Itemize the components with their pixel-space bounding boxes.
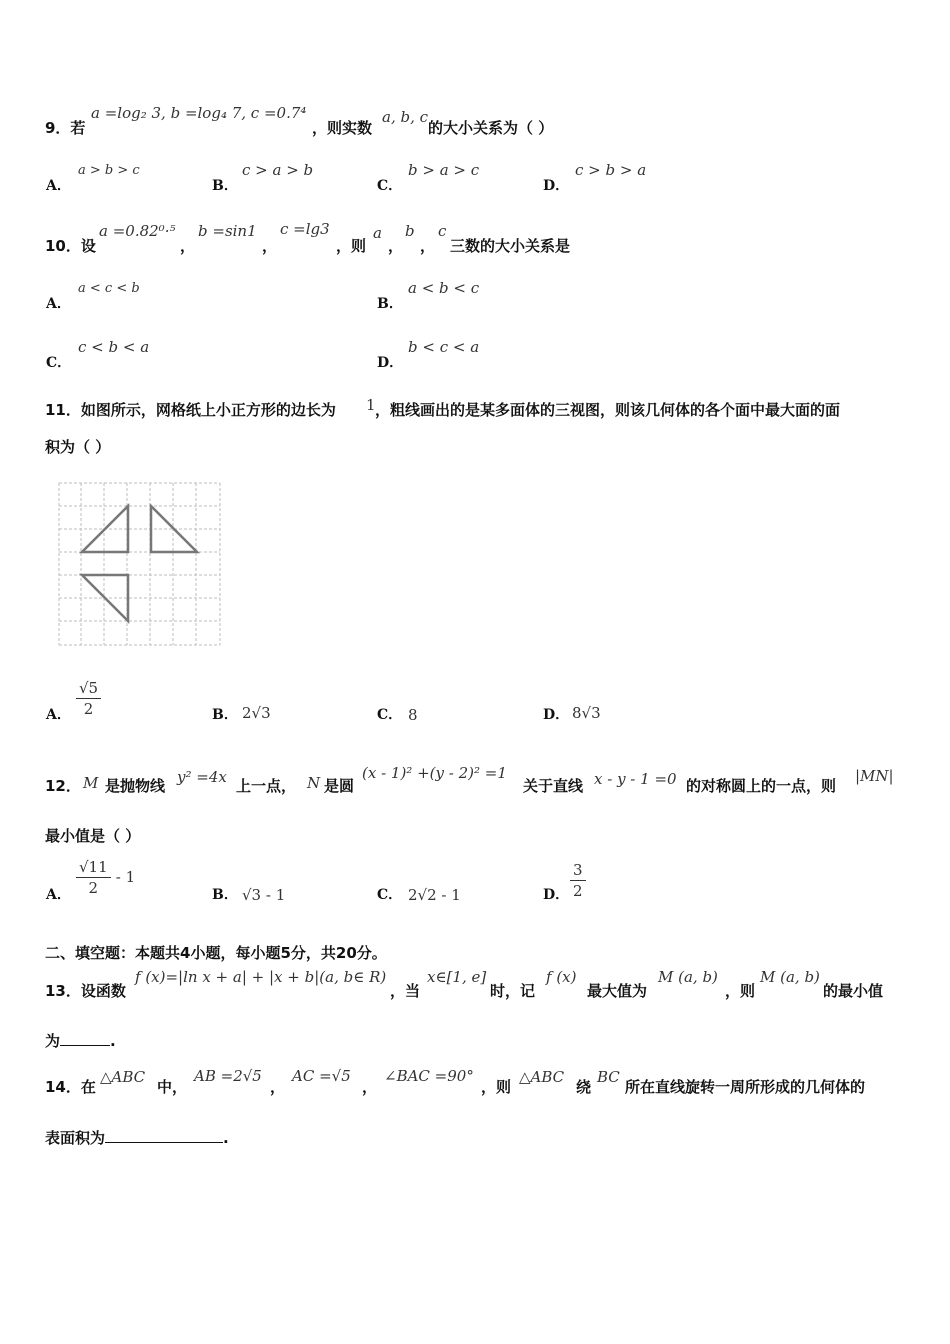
q11-option-d-label: D． <box>543 707 570 723</box>
q12-N: N <box>307 774 321 792</box>
q9-vars: a, b, c <box>382 108 429 126</box>
q14-p2: ，则 <box>481 1078 512 1096</box>
q9-option-a-label: A． <box>46 178 71 194</box>
q11-line1: 11．如图所示，网格纸上小正方形的边长为 <box>45 401 336 419</box>
q11-option-a: $\frac{√5}{2}$ <box>76 678 101 719</box>
q13-answer-blank[interactable] <box>60 1031 110 1046</box>
q10-option-d: b < c < a <box>408 338 480 356</box>
q10-option-c: c < b < a <box>78 338 150 356</box>
q10-b-def: b =sin1 <box>198 222 257 240</box>
q11-option-c-label: C． <box>377 707 403 723</box>
q14-bc: BC <box>597 1068 620 1086</box>
q12-option-d-label: D． <box>543 887 570 903</box>
q13-p4: ，则 <box>725 982 756 1000</box>
q14-ab: AB =2√5 <box>194 1067 262 1085</box>
q12-p3: 是圆 <box>324 777 355 795</box>
q12-number: 12． <box>45 777 81 795</box>
q12-M: M <box>83 774 99 792</box>
q12-abs-MN: |MN| <box>855 767 894 785</box>
q10-var-c: c <box>438 222 447 240</box>
q13-function: f (x)=|ln x + a| + |x + b|(a, b∈ R) <box>135 968 387 986</box>
q9-expression: a =log₂ 3, b =log₄ 7, c =0.7⁴ <box>91 104 307 122</box>
q14-ac: AC =√5 <box>292 1067 351 1085</box>
q9-mid-text: ，则实数 <box>312 119 373 137</box>
q12-option-a: $\frac{√11}{2}$ - 1 <box>76 857 135 898</box>
q10-var-b: b <box>405 222 415 240</box>
q12-option-c-label: C． <box>377 887 403 903</box>
q14-answer-blank[interactable] <box>105 1128 223 1143</box>
q11-line2: 积为（ ） <box>45 438 111 456</box>
q14-triangle2: △ABC <box>519 1068 565 1086</box>
q10-option-d-label: D． <box>377 355 404 371</box>
q13-p3: 最大值为 <box>587 982 648 1000</box>
q13-line2: 为 . <box>45 1032 116 1050</box>
q12-option-d: $\frac{3}{2}$ <box>570 860 586 901</box>
q10-var-a: a <box>373 224 382 242</box>
q9-number: 9．若 <box>45 119 86 137</box>
q11-option-b-label: B． <box>212 707 238 723</box>
q14-angle: ∠BAC =90° <box>384 1067 474 1085</box>
q9-option-c-label: C． <box>377 178 403 194</box>
q9-option-b-label: B． <box>212 178 238 194</box>
q13-p1: ，当 <box>390 982 421 1000</box>
q14-p1: 中， <box>157 1078 188 1096</box>
q10-option-c-label: C． <box>46 355 72 371</box>
q9-option-a: a > b > c <box>78 163 140 178</box>
q11-option-a-label: A． <box>46 707 71 723</box>
q14-triangle: △ABC <box>100 1068 146 1086</box>
q12-circle: (x - 1)² +(y - 2)² =1 <box>362 764 507 782</box>
q11-option-d: 8√3 <box>572 704 601 722</box>
q9-option-b: c > a > b <box>242 161 314 179</box>
q12-option-a-label: A． <box>46 887 71 903</box>
q13-Mab2: M (a, b) <box>760 968 820 986</box>
q12-option-b: √3 - 1 <box>242 886 286 904</box>
q11-one: 1 <box>366 396 376 414</box>
q13-domain: x∈[1, e] <box>427 968 487 986</box>
q10-number: 10．设 <box>45 237 96 255</box>
q12-p5: 的对称圆上的一点，则 <box>686 777 837 795</box>
q13-p5: 的最小值 <box>823 982 884 1000</box>
q12-line2: 最小值是（ ） <box>45 827 141 845</box>
q12-p2: 上一点， <box>236 777 297 795</box>
q14-line2: 表面积为 . <box>45 1129 229 1147</box>
q11-line1b: ，粗线画出的是某多面体的三视图，则该几何体的各个面中最大面的面 <box>375 401 841 419</box>
q10-option-a: a < c < b <box>78 281 140 296</box>
q10-option-b: a < b < c <box>408 279 480 297</box>
q13-Mab: M (a, b) <box>658 968 718 986</box>
q14-p4: 所在直线旋转一周所形成的几何体的 <box>625 1078 866 1096</box>
q9-option-c: b > a > c <box>408 161 480 179</box>
q13-p2: 时，记 <box>490 982 536 1000</box>
q14-number: 14．在 <box>45 1078 96 1096</box>
q12-option-c: 2√2 - 1 <box>408 886 461 904</box>
q11-option-c: 8 <box>408 706 418 724</box>
q12-p4: 关于直线 <box>523 777 584 795</box>
q14-p3: 绕 <box>576 1078 592 1096</box>
q10-c-def: c =lg3 <box>280 220 330 238</box>
three-view-figure <box>56 478 224 648</box>
q11-option-b: 2√3 <box>242 704 271 722</box>
q12-p1: 是抛物线 <box>105 777 166 795</box>
q10-then: ，则 <box>336 237 367 255</box>
q13-number: 13．设函数 <box>45 982 126 1000</box>
q12-parabola: y² =4x <box>177 768 227 786</box>
q10-option-a-label: A． <box>46 296 71 312</box>
q12-line: x - y - 1 =0 <box>594 770 677 788</box>
q10-tail: 三数的大小关系是 <box>450 237 571 255</box>
q13-fx: f (x) <box>546 968 577 986</box>
q12-option-b-label: B． <box>212 887 238 903</box>
q9-option-d: c > b > a <box>575 161 647 179</box>
q10-option-b-label: B． <box>377 296 403 312</box>
q10-a-def: a =0.82⁰·⁵ <box>99 222 176 240</box>
q9-option-d-label: D． <box>543 178 570 194</box>
section-2-heading: 二、填空题：本题共4小题，每小题5分，共20分。 <box>45 944 387 962</box>
q9-tail: 的大小关系为（ ） <box>428 119 554 137</box>
